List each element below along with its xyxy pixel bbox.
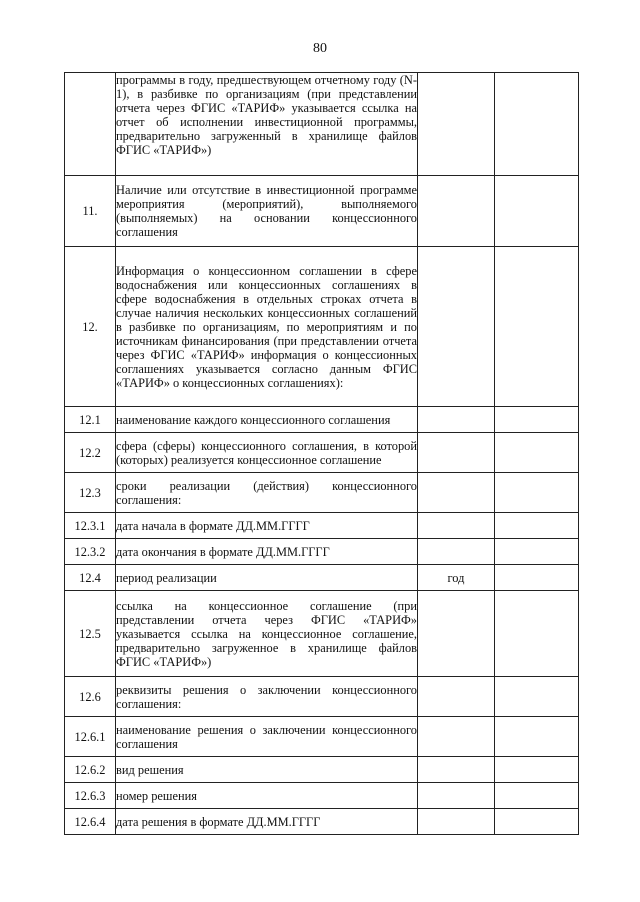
table-row: [65, 677, 579, 717]
row-unit: [418, 407, 495, 433]
row-unit: [418, 433, 495, 473]
row-description: реквизиты решения о заключении концессионного соглашения:: [116, 677, 418, 717]
row-value: [495, 247, 579, 407]
row-description: номер решения: [116, 783, 418, 809]
row-value: [495, 176, 579, 247]
row-number: 12.2: [65, 433, 116, 473]
row-value: [495, 513, 579, 539]
row-number: 12.3.1: [65, 513, 116, 539]
row-value: [495, 473, 579, 513]
table-row: [65, 757, 579, 783]
table-row: [65, 407, 579, 433]
row-unit: [418, 73, 495, 176]
row-unit: год: [418, 565, 495, 591]
row-unit: [418, 247, 495, 407]
report-table: [64, 72, 579, 835]
row-unit: [418, 176, 495, 247]
row-number: [65, 73, 116, 176]
row-description: сфера (сферы) концессионного соглашения, в которой (которых) реализуется концессионное соглашение: [116, 433, 418, 473]
row-description: Информация о концессионном соглашении в сфере водоснабжения или концессионных соглашениях в сфере водоснабжения в отдельных строках отчета в случае наличия нескольких концессионных соглашений в разбивке по организациям, по мероприятиям и по источникам финансирования (при представлении отчета через ФГИС «ТАРИФ» информация о концессионных соглашениях указывается согласно данным ФГИС «ТАРИФ» о концессионных соглашениях):: [116, 247, 418, 407]
row-value: [495, 407, 579, 433]
row-description: период реализации: [116, 565, 418, 591]
row-number: 12.6: [65, 677, 116, 717]
table-row: [65, 176, 579, 247]
row-number: 12.6.2: [65, 757, 116, 783]
table-row: [65, 717, 579, 757]
row-value: [495, 757, 579, 783]
row-description: дата окончания в формате ДД.ММ.ГГГГ: [116, 539, 418, 565]
table-row: [65, 539, 579, 565]
row-description: наименование каждого концессионного соглашения: [116, 407, 418, 433]
row-value: [495, 717, 579, 757]
table-row: [65, 809, 579, 835]
table-row: [65, 513, 579, 539]
row-description: Наличие или отсутствие в инвестиционной программе мероприятия (мероприятий), выполняемого (выполняемых) на основании концессионного соглашения: [116, 176, 418, 247]
row-value: [495, 539, 579, 565]
row-number: 11.: [65, 176, 116, 247]
row-number: 12.5: [65, 591, 116, 677]
row-unit: [418, 809, 495, 835]
row-number: 12.: [65, 247, 116, 407]
row-description: вид решения: [116, 757, 418, 783]
row-number: 12.6.1: [65, 717, 116, 757]
row-description: программы в году, предшествующем отчетному году (N-1), в разбивке по организациям (при представлении отчета через ФГИС «ТАРИФ» указывается ссылка на отчет об исполнении инвестиционной программы, предварительно загруженный в хранилище файлов ФГИС «ТАРИФ»): [116, 73, 418, 176]
row-value: [495, 565, 579, 591]
table-row: [65, 247, 579, 407]
table-row: [65, 783, 579, 809]
table-row: [65, 473, 579, 513]
table-row: [65, 73, 579, 176]
row-value: [495, 783, 579, 809]
row-unit: [418, 513, 495, 539]
row-number: 12.1: [65, 407, 116, 433]
page-number: 80: [313, 41, 327, 56]
row-description: дата решения в формате ДД.ММ.ГГГГ: [116, 809, 418, 835]
row-value: [495, 433, 579, 473]
row-number: 12.3: [65, 473, 116, 513]
row-number: 12.6.3: [65, 783, 116, 809]
row-description: ссылка на концессионное соглашение (при представлении отчета через ФГИС «ТАРИФ» указывается ссылка на концессионное соглашение, предварительно загруженное в хранилище файлов ФГИС «ТАРИФ»): [116, 591, 418, 677]
row-number: 12.6.4: [65, 809, 116, 835]
row-number: 12.4: [65, 565, 116, 591]
row-description: дата начала в формате ДД.ММ.ГГГГ: [116, 513, 418, 539]
table-row: [65, 591, 579, 677]
row-unit: [418, 677, 495, 717]
row-unit: [418, 591, 495, 677]
row-unit: [418, 757, 495, 783]
table-row: [65, 433, 579, 473]
row-unit: [418, 783, 495, 809]
row-unit: [418, 717, 495, 757]
row-number: 12.3.2: [65, 539, 116, 565]
row-unit: [418, 539, 495, 565]
row-description: сроки реализации (действия) концессионного соглашения:: [116, 473, 418, 513]
row-value: [495, 591, 579, 677]
row-description: наименование решения о заключении концессионного соглашения: [116, 717, 418, 757]
row-value: [495, 809, 579, 835]
row-value: [495, 73, 579, 176]
table-row: [65, 565, 579, 591]
row-value: [495, 677, 579, 717]
row-unit: [418, 473, 495, 513]
